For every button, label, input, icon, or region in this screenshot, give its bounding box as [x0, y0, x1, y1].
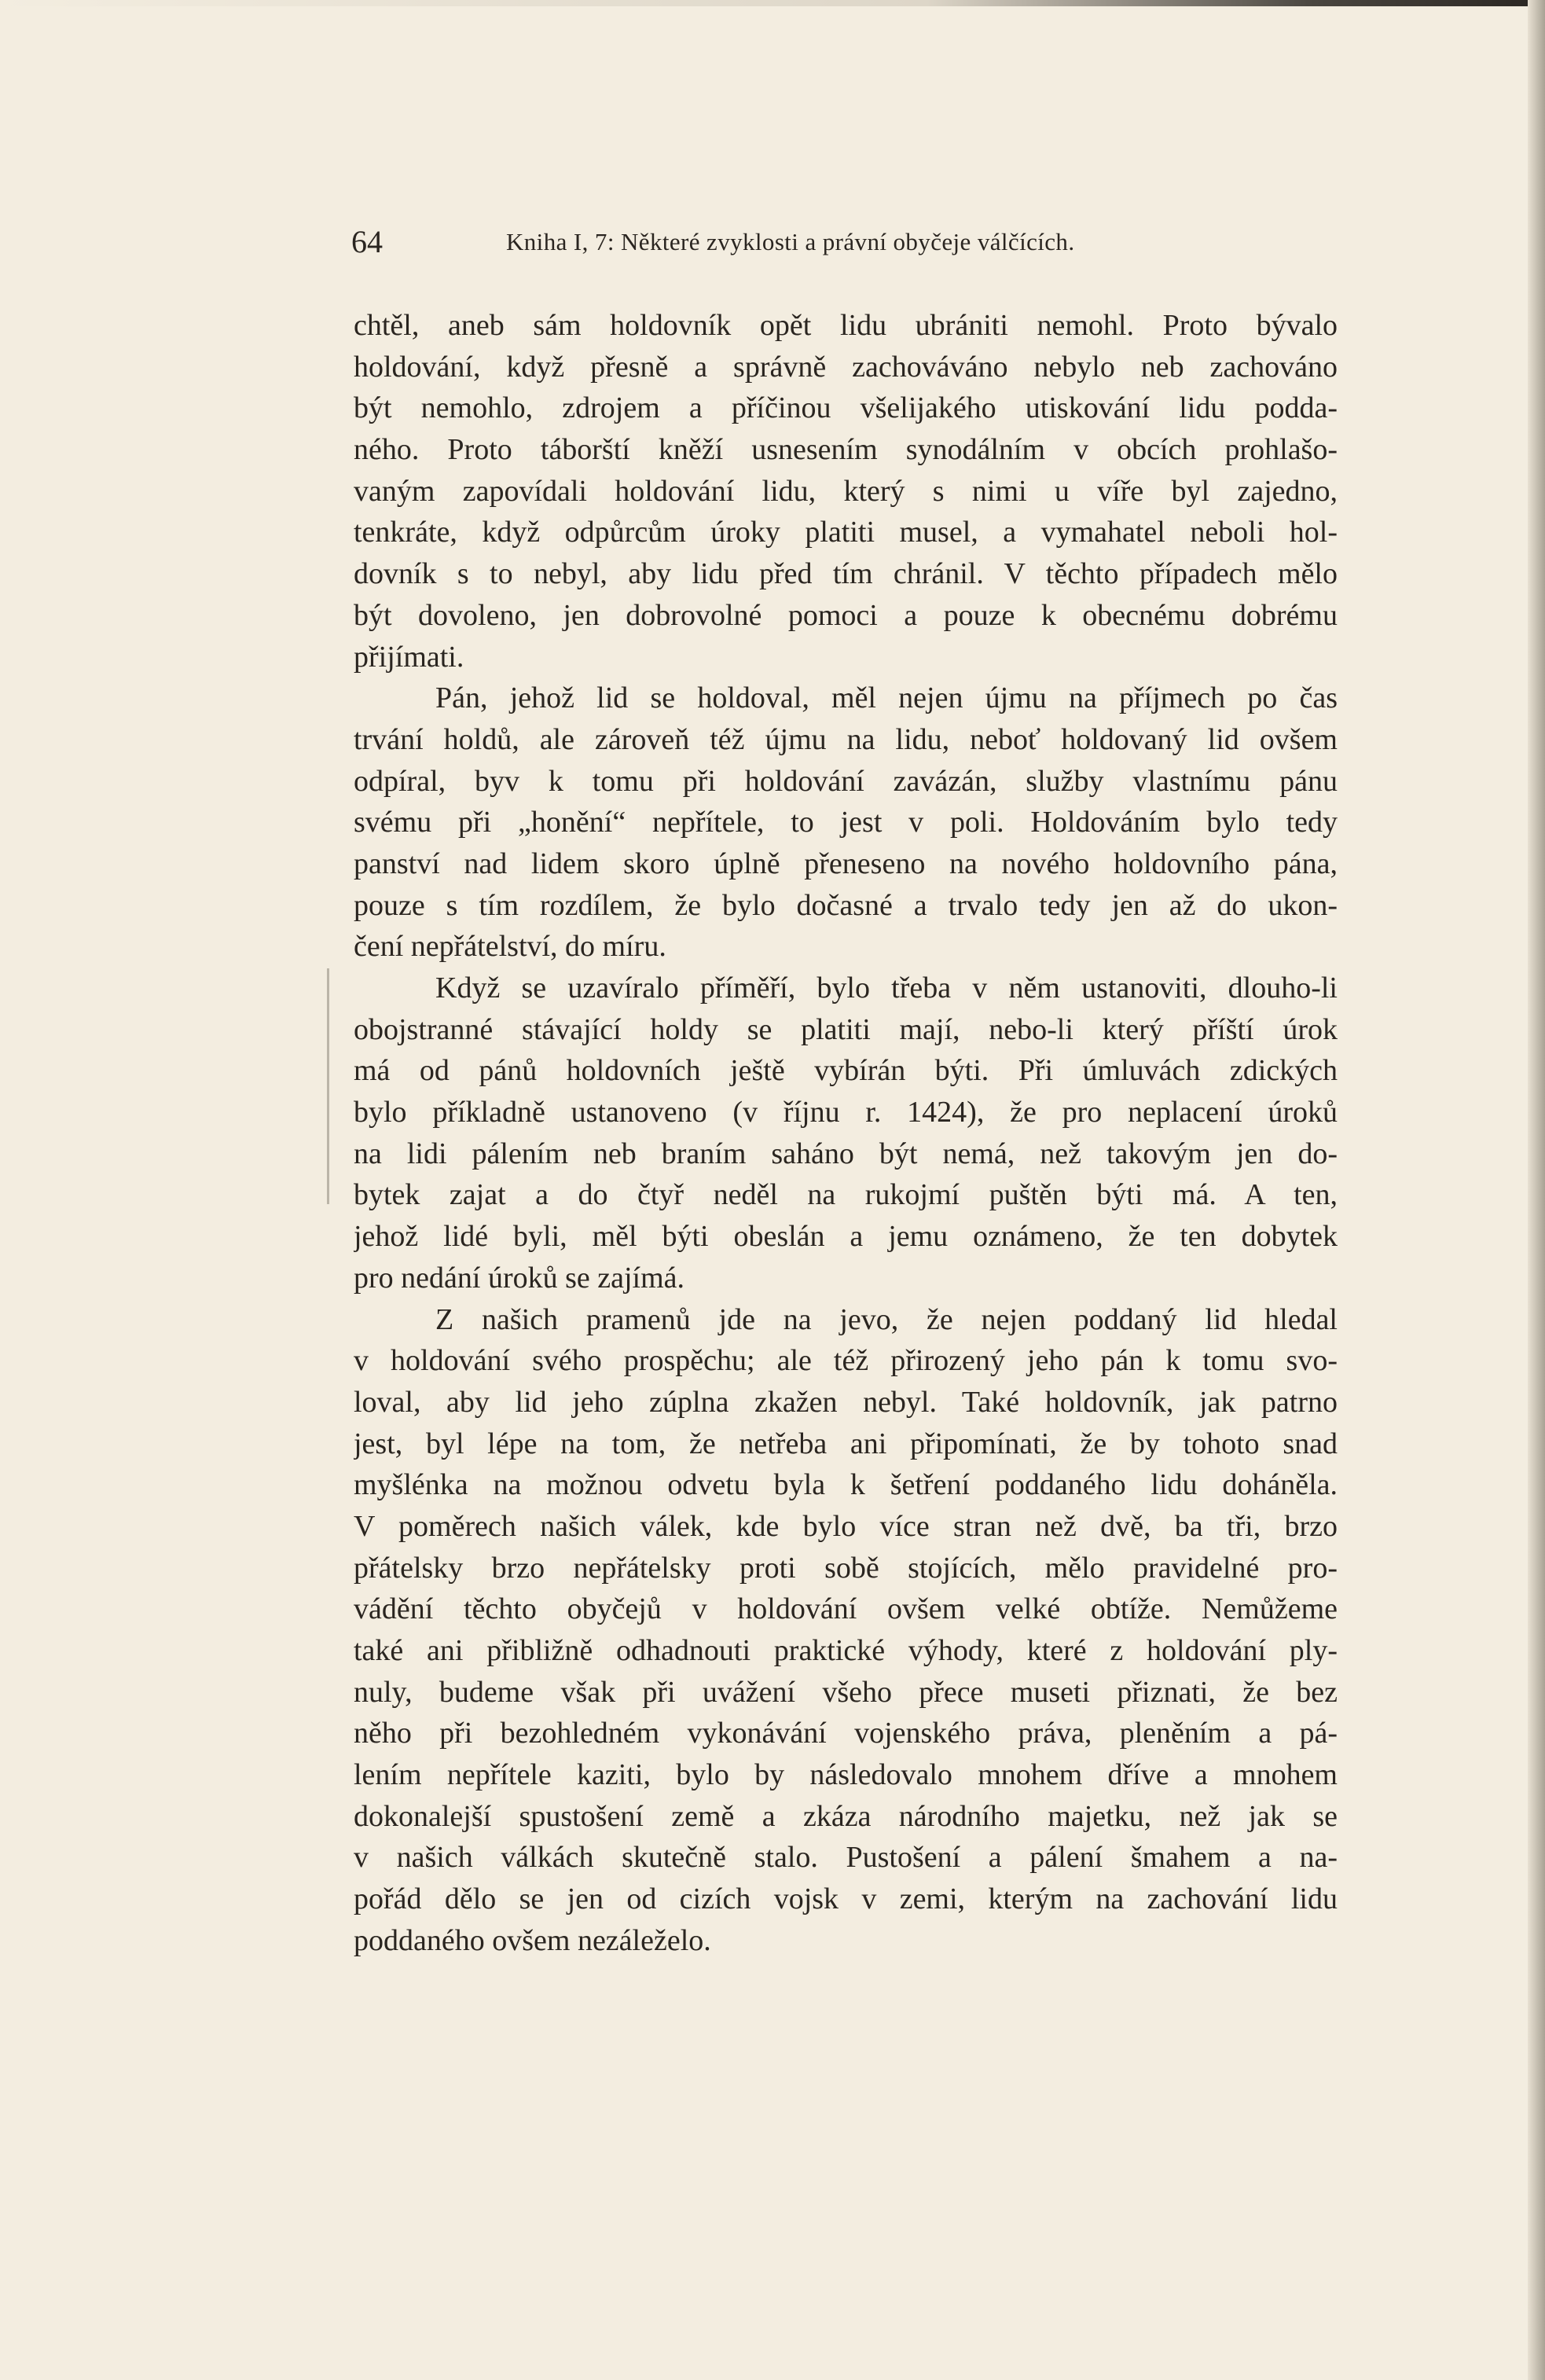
text-line: pořád dělo se jen od cizích vojsk v zemi, kterým na zachování lidu [354, 1882, 1338, 1916]
text-line: pouze s tím rozdílem, že bylo dočasné a trvalo tedy jen až do ukon- [354, 888, 1338, 922]
text-line: obojstranné stávající holdy se platiti mají, nebo-li který příští úrok [354, 1012, 1338, 1046]
text-line: chtěl, aneb sám holdovník opět lidu ubrániti nemohl. Proto bývalo [354, 309, 1338, 342]
text-line: nuly, budeme však při uvážení všeho přece museti přiznati, že bez [354, 1675, 1338, 1709]
text-line: V poměrech našich válek, kde bylo více stran než dvě, ba tři, brzo [354, 1509, 1338, 1543]
text-line: vaným zapovídali holdování lidu, který s nimi u víře byl zajedno, [354, 474, 1338, 508]
text-line: tenkráte, když odpůrcům úroky platiti musel, a vymahatel neboli hol- [354, 516, 1338, 549]
text-line: loval, aby lid jeho zúplna zkažen nebyl. Také holdovník, jak patrno [354, 1385, 1338, 1419]
text-line: lením nepřítele kaziti, bylo by následovalo mnohem dříve a mnohem [354, 1758, 1338, 1792]
text-line: v holdování svého prospěchu; ale též přirozený jeho pán k tomu svo- [354, 1344, 1338, 1378]
text-line: něho při bezohledném vykonávání vojenského práva, pleněním a pá- [354, 1717, 1338, 1750]
text-line: trvání holdů, ale zároveň též újmu na lidu, neboť holdovaný lid ovšem [354, 722, 1338, 756]
running-head-title: Kniha I, 7: Některé zvyklosti a právní obyčeje válčících. [506, 228, 1075, 255]
text-line: v našich válkách skutečně stalo. Pustošení a pálení šmahem a na- [354, 1841, 1338, 1875]
running-head [351, 222, 1326, 262]
text-line: má od pánů holdovních ještě vybírán býti. Při úmluvách zdických [354, 1054, 1338, 1088]
text-line: svému při „honění“ nepřítele, to jest v poli. Holdováním bylo tedy [354, 806, 1338, 839]
text-line: Pán, jehož lid se holdoval, měl nejen újmu na příjmech po čas [435, 681, 1338, 715]
text-line: bytek zajat a do čtyř neděl na rukojmí puštěn býti má. A ten, [354, 1178, 1338, 1212]
text-line: jehož lidé byli, měl býti obeslán a jemu oznámeno, že ten dobytek [354, 1220, 1338, 1254]
text-line: přijímati. [354, 640, 464, 674]
page-number: 64 [351, 224, 383, 259]
scan-top-edge [0, 0, 1545, 6]
text-line: odpíral, byv k tomu při holdování zavázán, služby vlastnímu pánu [354, 764, 1338, 798]
text-line: holdování, když přesně a správně zachováváno nebylo neb zachováno [354, 350, 1338, 384]
text-line: bylo příkladně ustanoveno (v říjnu r. 1424), že pro neplacení úroků [354, 1096, 1338, 1129]
text-line: myšlénka na možnou odvetu byla k šetření poddaného lidu doháněla. [354, 1468, 1338, 1502]
text-line: čení nepřátelství, do míru. [354, 930, 666, 964]
text-line: dokonalejší spustošení země a zkáza národního majetku, než jak se [354, 1799, 1338, 1833]
text-line: poddaného ovšem nezáleželo. [354, 1923, 711, 1957]
text-line: přátelsky brzo nepřátelsky proti sobě stojících, mělo pravidelné pro- [354, 1551, 1338, 1585]
body-text [354, 305, 1338, 1962]
scan-right-edge [1528, 0, 1545, 2380]
text-line: být dovoleno, jen dobrovolné pomoci a pouze k obecnému dobrému [354, 598, 1338, 632]
margin-pencil-mark [327, 968, 329, 1204]
text-line: také ani přibližně odhadnouti praktické výhody, které z holdování ply- [354, 1634, 1338, 1667]
text-line: dovník s to nebyl, aby lidu před tím chránil. V těchto případech mělo [354, 557, 1338, 591]
text-line: na lidi pálením neb braním saháno být nemá, než takovým jen do- [354, 1137, 1338, 1170]
text-line: jest, byl lépe na tom, že netřeba ani připomínati, že by tohoto snad [354, 1427, 1338, 1460]
text-line: být nemohlo, zdrojem a příčinou všelijakého utiskování lidu podda- [354, 391, 1338, 425]
text-line: panství nad lidem skoro úplně přeneseno na nového holdovního pána, [354, 847, 1338, 880]
text-line: Z našich pramenů jde na jevo, že nejen poddaný lid hledal [435, 1302, 1338, 1336]
text-line: Když se uzavíralo příměří, bylo třeba v něm ustanoviti, dlouho-li [435, 971, 1338, 1005]
text-line: pro nedání úroků se zajímá. [354, 1261, 685, 1295]
text-line: ného. Proto táborští kněží usnesením synodálním v obcích prohlašo- [354, 433, 1338, 467]
text-line: vádění těchto obyčejů v holdování ovšem velké obtíže. Nemůžeme [354, 1592, 1338, 1626]
